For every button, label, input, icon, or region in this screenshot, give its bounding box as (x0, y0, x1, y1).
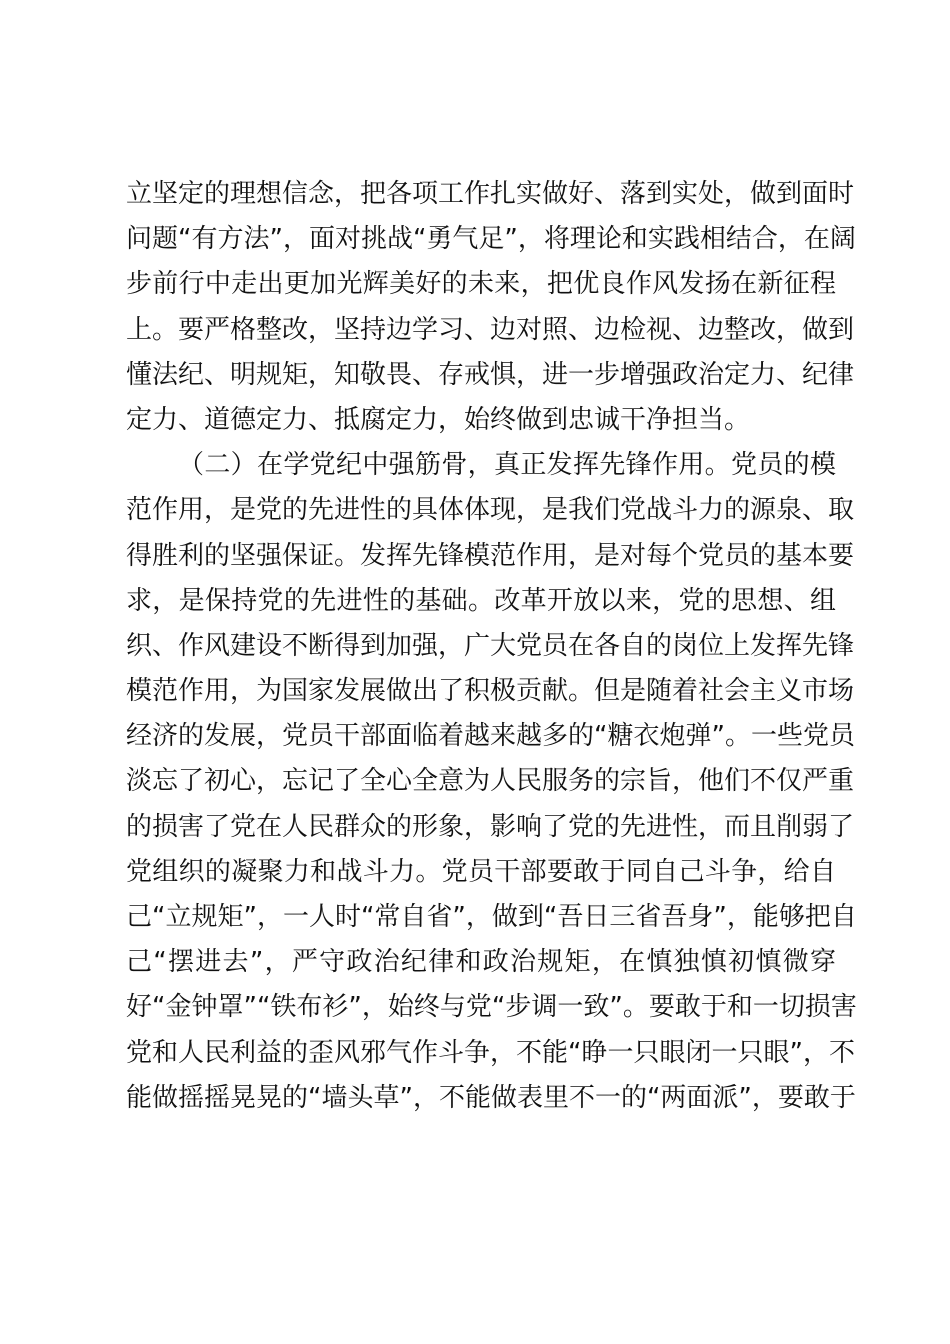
text-line: 立坚定的理想信念，把各项工作扎实做好、落到实处，做到面时 (126, 179, 855, 209)
text-line: 己“摆进去”，严守政治纪律和政治规矩，在慎独慎初慎微穿 (126, 947, 836, 978)
text-line: 懂法纪、明规矩，知敬畏、存戒惧，进一步增强政治定力、纪律 (126, 359, 855, 390)
text-line: 定力、道德定力、抵腐定力，始终做到忠诚干净担当。 (126, 404, 751, 435)
text-line: 问题“有方法”，面对挑战“勇气足”，将理论和实践相结合，在阔 (126, 224, 856, 255)
text-line: 的损害了党在人民群众的形象，影响了党的先进性，而且削弱了 (126, 811, 855, 842)
text-line: 模范作用，为国家发展做出了积极贡献。但是随着社会主义市场 (126, 676, 855, 707)
text-line: 己“立规矩”，一人时“常自省”，做到“吾日三省吾身”，能够把自 (126, 902, 857, 932)
text-line: 织、作风建设不断得到加强，广大党员在各自的岗位上发挥先锋 (126, 630, 855, 661)
text-line: 范作用，是党的先进性的具体体现，是我们党战斗力的源泉、取 (126, 495, 855, 526)
text-line: 经济的发展，党员干部面临着越来越多的“糖衣炮弹”。一些党员 (126, 721, 855, 752)
paragraph-continued (126, 172, 856, 443)
text-line: 能做摇摇晃晃的“墙头草”，不能做表里不一的“两面派”，要敢于 (126, 1082, 856, 1113)
text-line: 党组织的凝聚力和战斗力。党员干部要敢于同自己斗争，给自 (126, 856, 836, 887)
text-line: 好“金钟罩”“铁布衫”，始终与党“步调一致”。要敢于和一切损害 (126, 992, 857, 1023)
document-body (126, 172, 857, 1121)
paragraph-section-two (126, 443, 857, 1121)
text-line: 淡忘了初心，忘记了全心全意为人民服务的宗旨，他们不仅严重 (126, 766, 855, 797)
text-line: 党和人民利益的歪风邪气作斗争，不能“睁一只眼闭一只眼”，不 (126, 1037, 855, 1068)
text-line: 上。要严格整改，坚持边学习、边对照、边检视、边整改，做到 (126, 314, 855, 345)
text-line: 求，是保持党的先进性的基础。改革开放以来，党的思想、组 (126, 585, 836, 616)
section-heading-line: （二）在学党纪中强筋骨，真正发挥先锋作用。党员的模 (178, 450, 836, 481)
text-line: 得胜利的坚强保证。发挥先锋模范作用，是对每个党员的基本要 (126, 540, 855, 571)
text-line: 步前行中走出更加光辉美好的未来，把优良作风发扬在新征程 (126, 269, 836, 300)
